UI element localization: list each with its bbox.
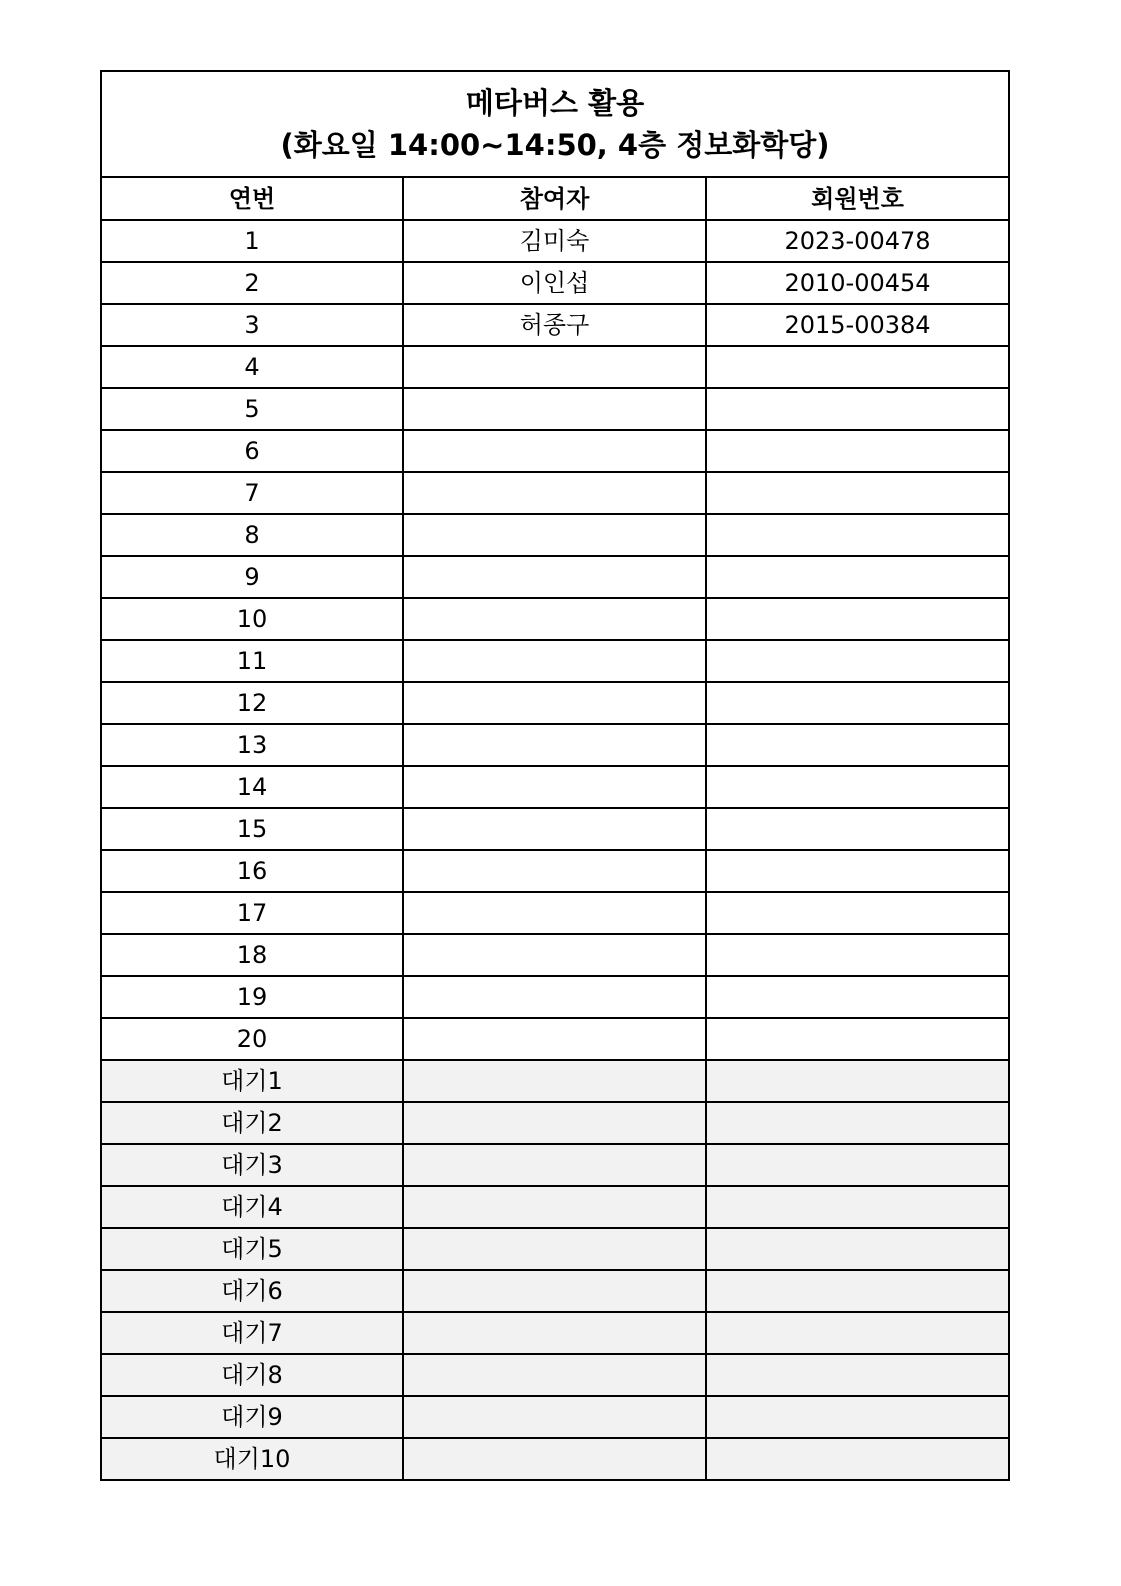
cell-number: 17 — [101, 892, 403, 934]
cell-number: 대기1 — [101, 1060, 403, 1102]
cell-member-id — [706, 892, 1009, 934]
cell-member-id — [706, 976, 1009, 1018]
cell-number: 19 — [101, 976, 403, 1018]
cell-member-id — [706, 1018, 1009, 1060]
waitlist-row — [101, 1270, 1009, 1312]
cell-participant — [403, 976, 706, 1018]
waitlist-row — [101, 1312, 1009, 1354]
table-row — [101, 976, 1009, 1018]
cell-number: 11 — [101, 640, 403, 682]
cell-number: 대기3 — [101, 1144, 403, 1186]
cell-member-id — [706, 1060, 1009, 1102]
cell-participant — [403, 1186, 706, 1228]
cell-participant: 김미숙 — [403, 220, 706, 262]
cell-participant — [403, 1060, 706, 1102]
cell-member-id: 2023-00478 — [706, 220, 1009, 262]
title-line-1: 메타버스 활용 — [465, 85, 645, 120]
cell-number: 15 — [101, 808, 403, 850]
cell-number: 대기4 — [101, 1186, 403, 1228]
waitlist-row — [101, 1438, 1009, 1480]
cell-number: 3 — [101, 304, 403, 346]
cell-number: 13 — [101, 724, 403, 766]
table-row — [101, 724, 1009, 766]
cell-member-id — [706, 430, 1009, 472]
cell-participant — [403, 1312, 706, 1354]
waitlist-row — [101, 1396, 1009, 1438]
cell-member-id — [706, 1186, 1009, 1228]
cell-member-id — [706, 1438, 1009, 1480]
title-row — [101, 71, 1009, 177]
cell-member-id — [706, 1354, 1009, 1396]
table-row — [101, 640, 1009, 682]
participant-roster-table — [100, 70, 1010, 1481]
cell-number: 대기9 — [101, 1396, 403, 1438]
table-row — [101, 472, 1009, 514]
roster-body — [101, 220, 1009, 1480]
table-row — [101, 262, 1009, 304]
header-member-id: 회원번호 — [706, 177, 1009, 220]
table-row — [101, 808, 1009, 850]
cell-member-id — [706, 724, 1009, 766]
table-row — [101, 514, 1009, 556]
cell-number: 대기10 — [101, 1438, 403, 1480]
cell-number: 18 — [101, 934, 403, 976]
cell-number: 4 — [101, 346, 403, 388]
header-row — [101, 177, 1009, 220]
cell-member-id — [706, 1396, 1009, 1438]
table-row — [101, 430, 1009, 472]
cell-participant — [403, 808, 706, 850]
cell-member-id — [706, 850, 1009, 892]
cell-number: 12 — [101, 682, 403, 724]
cell-member-id — [706, 766, 1009, 808]
waitlist-row — [101, 1354, 1009, 1396]
waitlist-row — [101, 1228, 1009, 1270]
header-participant: 참여자 — [403, 177, 706, 220]
cell-participant — [403, 514, 706, 556]
cell-number: 16 — [101, 850, 403, 892]
cell-member-id — [706, 1312, 1009, 1354]
cell-participant — [403, 682, 706, 724]
cell-member-id — [706, 1102, 1009, 1144]
cell-number: 9 — [101, 556, 403, 598]
cell-number: 1 — [101, 220, 403, 262]
cell-number: 5 — [101, 388, 403, 430]
cell-number: 10 — [101, 598, 403, 640]
table-row — [101, 556, 1009, 598]
cell-member-id — [706, 472, 1009, 514]
cell-member-id — [706, 1144, 1009, 1186]
cell-member-id — [706, 1270, 1009, 1312]
cell-participant — [403, 1102, 706, 1144]
cell-number: 6 — [101, 430, 403, 472]
cell-number: 2 — [101, 262, 403, 304]
cell-member-id — [706, 808, 1009, 850]
table-row — [101, 388, 1009, 430]
cell-member-id — [706, 388, 1009, 430]
table-row — [101, 304, 1009, 346]
cell-number: 대기5 — [101, 1228, 403, 1270]
table-row — [101, 892, 1009, 934]
waitlist-row — [101, 1102, 1009, 1144]
cell-member-id — [706, 556, 1009, 598]
header-number: 연번 — [101, 177, 403, 220]
cell-participant — [403, 346, 706, 388]
cell-participant — [403, 556, 706, 598]
cell-participant — [403, 640, 706, 682]
cell-number: 8 — [101, 514, 403, 556]
table-row — [101, 598, 1009, 640]
table-row — [101, 346, 1009, 388]
table-row — [101, 682, 1009, 724]
cell-participant — [403, 472, 706, 514]
cell-participant — [403, 598, 706, 640]
document-page — [100, 70, 1008, 1481]
waitlist-row — [101, 1144, 1009, 1186]
document-title — [101, 71, 1009, 177]
table-row — [101, 220, 1009, 262]
waitlist-row — [101, 1060, 1009, 1102]
cell-participant — [403, 1354, 706, 1396]
cell-number: 대기6 — [101, 1270, 403, 1312]
table-row — [101, 850, 1009, 892]
cell-member-id — [706, 598, 1009, 640]
cell-participant — [403, 388, 706, 430]
cell-member-id — [706, 514, 1009, 556]
cell-participant — [403, 724, 706, 766]
cell-number: 7 — [101, 472, 403, 514]
cell-participant — [403, 1270, 706, 1312]
cell-participant — [403, 1144, 706, 1186]
cell-participant — [403, 430, 706, 472]
cell-participant: 허종구 — [403, 304, 706, 346]
title-line-2: (화요일 14:00~14:50, 4층 정보화학당) — [280, 128, 830, 162]
cell-number: 대기7 — [101, 1312, 403, 1354]
cell-participant — [403, 766, 706, 808]
cell-member-id: 2010-00454 — [706, 262, 1009, 304]
table-row — [101, 1018, 1009, 1060]
cell-participant — [403, 1438, 706, 1480]
cell-number: 대기8 — [101, 1354, 403, 1396]
table-row — [101, 934, 1009, 976]
cell-participant — [403, 1228, 706, 1270]
cell-number: 대기2 — [101, 1102, 403, 1144]
cell-member-id — [706, 346, 1009, 388]
cell-participant — [403, 1018, 706, 1060]
cell-number: 20 — [101, 1018, 403, 1060]
cell-participant — [403, 1396, 706, 1438]
cell-participant: 이인섭 — [403, 262, 706, 304]
cell-member-id: 2015-00384 — [706, 304, 1009, 346]
cell-participant — [403, 892, 706, 934]
cell-participant — [403, 850, 706, 892]
cell-member-id — [706, 934, 1009, 976]
waitlist-row — [101, 1186, 1009, 1228]
cell-member-id — [706, 682, 1009, 724]
cell-member-id — [706, 1228, 1009, 1270]
cell-number: 14 — [101, 766, 403, 808]
cell-member-id — [706, 640, 1009, 682]
table-row — [101, 766, 1009, 808]
cell-participant — [403, 934, 706, 976]
